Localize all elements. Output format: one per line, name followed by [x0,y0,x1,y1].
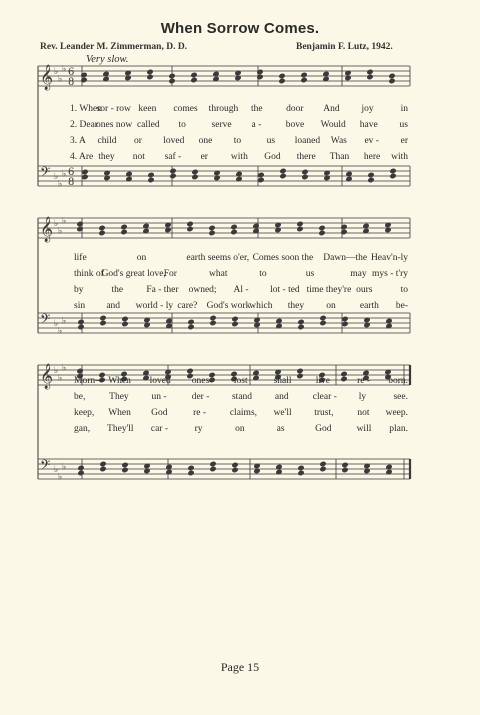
note-head [209,225,215,230]
lyric-syllable: trust, [314,408,334,418]
note-head [188,324,194,329]
lyric-syllable: think of [74,269,104,279]
lyric-syllable: what [209,269,228,279]
flat-sign: ♭ [58,179,63,190]
note-head [147,69,153,74]
note-head [187,221,193,226]
lyric-syllable: They [109,392,129,402]
lyric-syllable: will [356,424,372,434]
lyric-syllable: to [400,285,408,295]
lyric-syllable: us [266,136,276,146]
note-head [342,462,348,467]
treble-clef: 𝄞 [40,217,54,242]
lyric-syllable: to [233,136,242,146]
note-head [280,168,286,173]
note-head [368,177,374,182]
note-head [320,466,326,471]
lyric-syllable: owned; [188,285,217,295]
time-signature-bottom: 8 [68,177,75,188]
note-head [320,461,326,466]
lyric-syllable: and [274,392,289,402]
lyric-syllable: stand [231,392,253,402]
note-head [191,77,197,82]
note-head [100,315,106,320]
time-signature-bottom: 8 [68,77,75,88]
lyric-syllable: joy [361,104,374,114]
note-head [232,462,238,467]
lyric-syllable: un - [151,392,167,402]
note-head [82,174,88,179]
note-head [279,73,285,78]
flat-sign: ♭ [58,226,63,237]
note-head [188,319,194,324]
lyric-syllable: keen [138,104,157,114]
note-head [122,467,128,472]
note-head [210,315,216,320]
lyric-syllable: er [200,152,208,162]
lyric-syllable: may [350,269,367,279]
note-head [279,78,285,83]
lyric-syllable: Heav'n-ly [370,253,408,263]
note-head [187,368,193,373]
note-head [302,174,308,179]
note-head [298,324,304,329]
lyric-syllable: and [106,301,121,311]
note-head [367,74,373,79]
flat-sign: ♭ [58,373,63,384]
lyric-syllable: they [98,152,115,162]
lyricist-credit: Rev. Leander M. Zimmerman, D. D. [40,42,188,52]
note-head [122,321,128,326]
lyric-syllable: er [400,136,408,146]
note-head [301,72,307,77]
page-number: Page 15 [220,660,260,674]
note-head [210,466,216,471]
tempo-marking: Very slow. [86,54,129,65]
lyric-syllable: God [264,152,281,162]
hymn-title: When Sorrow Comes. [160,20,320,37]
note-head [188,465,194,470]
treble-clef: 𝄞 [40,364,54,389]
lyric-syllable: ly [358,392,367,402]
lyric-syllable: world - ly [135,301,174,311]
lyric-syllable: time they're [306,285,352,295]
lyric-syllable: with [391,152,408,162]
lyric-syllable: life [74,253,87,263]
lyric-syllable: see. [393,392,408,402]
lyric-syllable: der - [191,392,210,402]
bass-clef: 𝄢 [40,164,51,183]
lyric-syllable: They'll [107,424,134,434]
note-head [297,373,303,378]
note-head [231,224,237,229]
flat-sign: ♭ [54,366,59,376]
note-head [389,73,395,78]
time-signature-top: 6 [68,167,75,178]
flat-sign: ♭ [62,363,67,374]
note-head [78,470,84,475]
note-head [319,230,325,235]
note-head [341,371,347,376]
lyric-syllable: ry [194,424,203,434]
lyric-syllable: which [249,301,273,311]
lyric-syllable: ones now [96,120,133,130]
note-head [78,319,84,324]
note-head [232,316,238,321]
lyric-syllable: the [111,285,124,295]
flat-sign: ♭ [54,465,59,475]
lyric-syllable: we'll [273,408,292,418]
lyric-syllable: comes [173,104,198,114]
lyric-syllable: shall [273,376,292,386]
note-head [280,173,286,178]
lyric-syllable: For [163,269,177,279]
note-head [99,230,105,235]
lyric-syllable: born. [388,376,408,386]
note-head [319,225,325,230]
lyric-syllable: child [97,136,117,146]
lyric-syllable: lost [233,376,248,386]
lyric-syllable: or [134,136,142,146]
flat-sign: ♭ [54,172,59,182]
note-head [192,174,198,179]
lyric-syllable: Comes soon the [252,253,314,263]
lyric-syllable: clear - [312,392,337,402]
note-head [232,321,238,326]
note-head [210,461,216,466]
note-head [121,229,127,234]
lyric-syllable: 2. Dear [70,120,98,130]
note-head [169,73,175,78]
flat-sign: ♭ [58,74,63,85]
note-head [341,376,347,381]
note-head [368,172,374,177]
lyric-syllable: to [178,120,186,130]
lyric-syllable: bove [285,120,305,130]
flat-sign: ♭ [58,326,63,337]
note-head [78,324,84,329]
lyric-syllable: car - [150,424,168,434]
note-head [302,169,308,174]
note-head [320,320,326,325]
note-head [258,172,264,177]
note-head [192,169,198,174]
note-head [210,320,216,325]
lyric-syllable: door [286,104,304,114]
lyric-syllable: weep. [385,408,408,418]
lyric-syllable: in [400,104,408,114]
lyric-syllable: be- [395,301,408,311]
lyric-syllable: Al - [233,285,249,295]
lyric-syllable: 3. A [70,136,86,146]
note-head [342,316,348,321]
lyric-syllable: keep, [74,408,95,418]
note-head [390,173,396,178]
lyric-syllable: re - [193,408,207,418]
note-head [232,467,238,472]
lyric-syllable: gan, [74,424,91,434]
lyric-syllable: loved [149,376,171,386]
note-head [187,226,193,231]
note-head [100,461,106,466]
flat-sign: ♭ [54,219,59,229]
note-head [342,467,348,472]
lyric-syllable: claims, [229,408,258,418]
lyric-syllable: not [357,408,370,418]
note-head [148,172,154,177]
lyric-syllable: earth seems o'er, [186,253,250,263]
lyric-syllable: not [132,152,145,162]
lyric-syllable: here [363,152,381,162]
lyric-syllable: on [326,301,336,311]
note-head [122,462,128,467]
lyric-syllable: loaned [294,136,321,146]
flat-sign: ♭ [62,316,67,327]
flat-sign: ♭ [58,472,63,483]
bass-clef: 𝄢 [40,311,51,330]
lyric-syllable: the [250,104,263,114]
lyric-syllable: one [198,136,213,146]
lyric-syllable: Fa - ther [146,285,179,295]
note-head [147,74,153,79]
lyric-syllable: called [136,120,160,130]
lyric-syllable: sor - row [96,104,131,114]
treble-clef: 𝄞 [40,65,54,90]
lyric-syllable: us [305,269,315,279]
note-head [170,173,176,178]
lyric-syllable: loved [163,136,185,146]
lyric-syllable: When [108,408,131,418]
note-head [297,226,303,231]
note-head [298,319,304,324]
lyric-syllable: have [359,120,378,130]
note-head [122,316,128,321]
note-head [100,466,106,471]
flat-sign: ♭ [62,462,67,473]
note-head [191,72,197,77]
lyric-syllable: a - [251,120,262,130]
note-head [301,77,307,82]
note-head [78,465,84,470]
lyric-syllable: God [315,424,332,434]
lyric-syllable: mys - t'ry [371,269,408,279]
flat-sign: ♭ [62,216,67,227]
note-head [320,315,326,320]
note-head [297,368,303,373]
lyric-syllable: earth [359,301,379,311]
lyric-syllable: God's work [206,301,251,311]
note-head [209,230,215,235]
lyric-syllable: Morn— [74,376,105,386]
lyric-syllable: they [287,301,305,311]
lyric-syllable: Was [330,136,347,146]
flat-sign: ♭ [62,64,67,75]
lyric-syllable: serve [211,120,232,130]
lyric-syllable: saf - [164,152,182,162]
lyric-syllable: sin [74,301,86,311]
note-head [390,168,396,173]
time-signature-top: 6 [68,67,75,78]
note-head [148,177,154,182]
lyric-syllable: as [276,424,285,434]
note-head [99,225,105,230]
lyric-syllable: on [235,424,245,434]
note-head [297,221,303,226]
lyric-syllable: When [108,376,131,386]
note-head [389,78,395,83]
note-head [100,320,106,325]
bass-clef: 𝄢 [40,457,51,476]
lyric-syllable: And [323,104,340,114]
note-head [82,169,88,174]
note-head [209,377,215,382]
note-head [367,69,373,74]
note-head [298,465,304,470]
note-head [170,168,176,173]
lyric-syllable: care? [177,301,198,311]
lyric-syllable: God's great love, [101,269,166,279]
lyric-syllable: re - [357,376,371,386]
lyric-syllable: ev - [364,136,379,146]
lyric-syllable: 1. When [70,104,103,114]
lyric-syllable: be, [74,392,86,402]
note-head [258,177,264,182]
lyric-syllable: there [296,152,316,162]
lyric-syllable: on [136,253,147,263]
lyric-syllable: live [315,376,330,386]
note-head [231,229,237,234]
lyric-syllable: to [259,269,267,279]
lyric-syllable: with [230,152,248,162]
note-head [342,321,348,326]
lyric-syllable: lot - ted [270,285,300,295]
note-head [121,224,127,229]
lyric-syllable: Than [329,152,350,162]
flat-sign: ♭ [54,67,59,77]
lyric-syllable: ours [356,285,373,295]
note-head [169,78,175,83]
lyric-syllable: through [208,104,239,114]
lyric-syllable: 4. Are [70,152,94,162]
flat-sign: ♭ [54,319,59,329]
note-head [298,470,304,475]
flat-sign: ♭ [62,169,67,180]
lyric-syllable: ones [191,376,210,386]
composer-credit: Benjamin F. Lutz, 1942. [296,42,393,52]
lyric-syllable: us [399,120,408,130]
lyric-syllable: Dawn—the [323,253,368,263]
note-head [209,372,215,377]
lyric-syllable: by [74,285,84,295]
lyric-syllable: God [151,408,168,418]
note-head [188,470,194,475]
lyric-syllable: plan. [389,424,408,434]
lyric-syllable: Would [320,120,346,130]
